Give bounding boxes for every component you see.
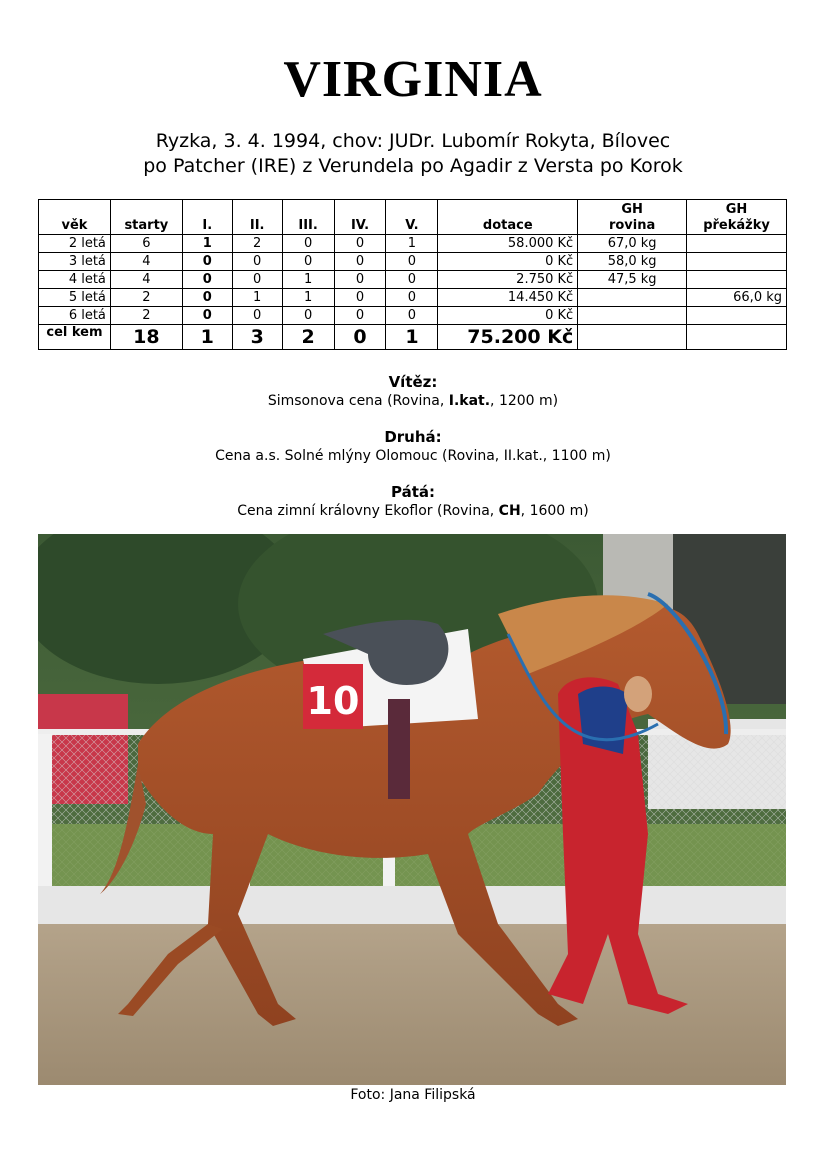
total-starts: 18 — [110, 325, 182, 350]
cell-gh-flat: 67,0 kg — [578, 235, 687, 253]
winner-race-post: , 1200 m) — [490, 393, 559, 409]
cell-age: 5 letá — [39, 289, 111, 307]
cell-gh-jump: 66,0 kg — [687, 289, 787, 307]
cell-p3: 0 — [282, 253, 334, 271]
cell-prize: 2.750 Kč — [438, 271, 578, 289]
header-place-5: V. — [386, 200, 438, 235]
header-place-1: I. — [182, 200, 232, 235]
horse-pedigree: po Patcher (IRE) z Verundela po Agadir z Versta po Korok — [143, 155, 683, 177]
cell-starts: 4 — [110, 271, 182, 289]
total-p4: 0 — [334, 325, 386, 350]
cell-p1: 1 — [182, 235, 232, 253]
cell-gh-jump — [687, 271, 787, 289]
cell-prize: 14.450 Kč — [438, 289, 578, 307]
cell-prize: 0 Kč — [438, 253, 578, 271]
fifth-race-post: , 1600 m) — [520, 503, 589, 519]
cell-prize: 0 Kč — [438, 307, 578, 325]
header-gh-jump-l2: překážky — [703, 218, 770, 233]
total-p2: 3 — [232, 325, 282, 350]
cell-p4: 0 — [334, 271, 386, 289]
cell-p5: 0 — [386, 253, 438, 271]
cell-gh-flat — [578, 307, 687, 325]
cell-p3: 1 — [282, 271, 334, 289]
table-header-row — [39, 200, 787, 235]
cell-p4: 0 — [334, 253, 386, 271]
cell-p4: 0 — [334, 307, 386, 325]
cell-gh-flat: 47,5 kg — [578, 271, 687, 289]
horse-name-title: VIRGINIA — [283, 51, 543, 108]
table-total-row — [39, 325, 787, 350]
total-p3: 2 — [282, 325, 334, 350]
winner-race-pre: Simsonova cena (Rovina, — [267, 393, 449, 409]
cell-gh-flat — [578, 289, 687, 307]
header-place-3: III. — [282, 200, 334, 235]
cell-starts: 4 — [110, 253, 182, 271]
header-gh-flat-l1: GH — [621, 202, 643, 217]
second-heading: Druhá: — [384, 428, 442, 446]
total-p5: 1 — [386, 325, 438, 350]
table-row — [39, 271, 787, 289]
header-place-4: IV. — [334, 200, 386, 235]
cell-p5: 1 — [386, 235, 438, 253]
cell-p2: 2 — [232, 235, 282, 253]
fifth-race — [0, 503, 826, 519]
second-race: Cena a.s. Solné mlýny Olomouc (Rovina, II.kat., 1100 m) — [215, 448, 611, 464]
table-row — [39, 253, 787, 271]
total-gh-jump — [687, 325, 787, 350]
horse-details: Ryzka, 3. 4. 1994, chov: JUDr. Lubomír Rokyta, Bílovec — [155, 130, 671, 152]
cell-p2: 0 — [232, 253, 282, 271]
fifth-race-pre: Cena zimní královny Ekoflor (Rovina, — [237, 503, 499, 519]
header-place-2: II. — [232, 200, 282, 235]
table-row — [39, 307, 787, 325]
total-label: cel kem — [39, 325, 111, 350]
cell-p3: 0 — [282, 307, 334, 325]
cell-gh-flat: 58,0 kg — [578, 253, 687, 271]
cell-p3: 1 — [282, 289, 334, 307]
cell-p5: 0 — [386, 289, 438, 307]
cell-gh-jump — [687, 307, 787, 325]
total-prize: 75.200 Kč — [438, 325, 578, 350]
cell-age: 4 letá — [39, 271, 111, 289]
saddle-cloth-number: 10 — [306, 679, 360, 723]
horse-photo — [38, 534, 786, 1085]
winner-race-category: I.kat. — [448, 393, 491, 409]
cell-p5: 0 — [386, 307, 438, 325]
cell-p1: 0 — [182, 271, 232, 289]
photo-credit: Foto: Jana Filipská — [350, 1087, 476, 1103]
cell-gh-jump — [687, 253, 787, 271]
cell-p1: 0 — [182, 289, 232, 307]
table-row — [39, 289, 787, 307]
cell-starts: 2 — [110, 307, 182, 325]
cell-starts: 2 — [110, 289, 182, 307]
total-p1: 1 — [182, 325, 232, 350]
header-prize: dotace — [438, 200, 578, 235]
cell-p4: 0 — [334, 289, 386, 307]
race-statistics-table — [38, 199, 787, 350]
cell-age: 3 letá — [39, 253, 111, 271]
total-gh-flat — [578, 325, 687, 350]
cell-p3: 0 — [282, 235, 334, 253]
header-age: věk — [39, 200, 111, 235]
cell-prize: 58.000 Kč — [438, 235, 578, 253]
cell-p2: 0 — [232, 307, 282, 325]
cell-p1: 0 — [182, 253, 232, 271]
fifth-race-category: CH — [498, 503, 521, 519]
header-gh-jump-l1: GH — [725, 202, 748, 217]
cell-p2: 0 — [232, 271, 282, 289]
fifth-heading: Pátá: — [390, 483, 435, 501]
header-starts: starty — [110, 200, 182, 235]
cell-age: 6 letá — [39, 307, 111, 325]
cell-starts: 6 — [110, 235, 182, 253]
header-gh-jump — [687, 200, 787, 235]
table-row — [39, 235, 787, 253]
cell-p5: 0 — [386, 271, 438, 289]
cell-p4: 0 — [334, 235, 386, 253]
header-gh-flat — [578, 200, 687, 235]
winner-race — [0, 393, 826, 409]
winner-heading: Vítěz: — [388, 373, 438, 391]
header-gh-flat-l2: rovina — [608, 218, 656, 233]
cell-p2: 1 — [232, 289, 282, 307]
cell-gh-jump — [687, 235, 787, 253]
cell-age: 2 letá — [39, 235, 111, 253]
cell-p1: 0 — [182, 307, 232, 325]
